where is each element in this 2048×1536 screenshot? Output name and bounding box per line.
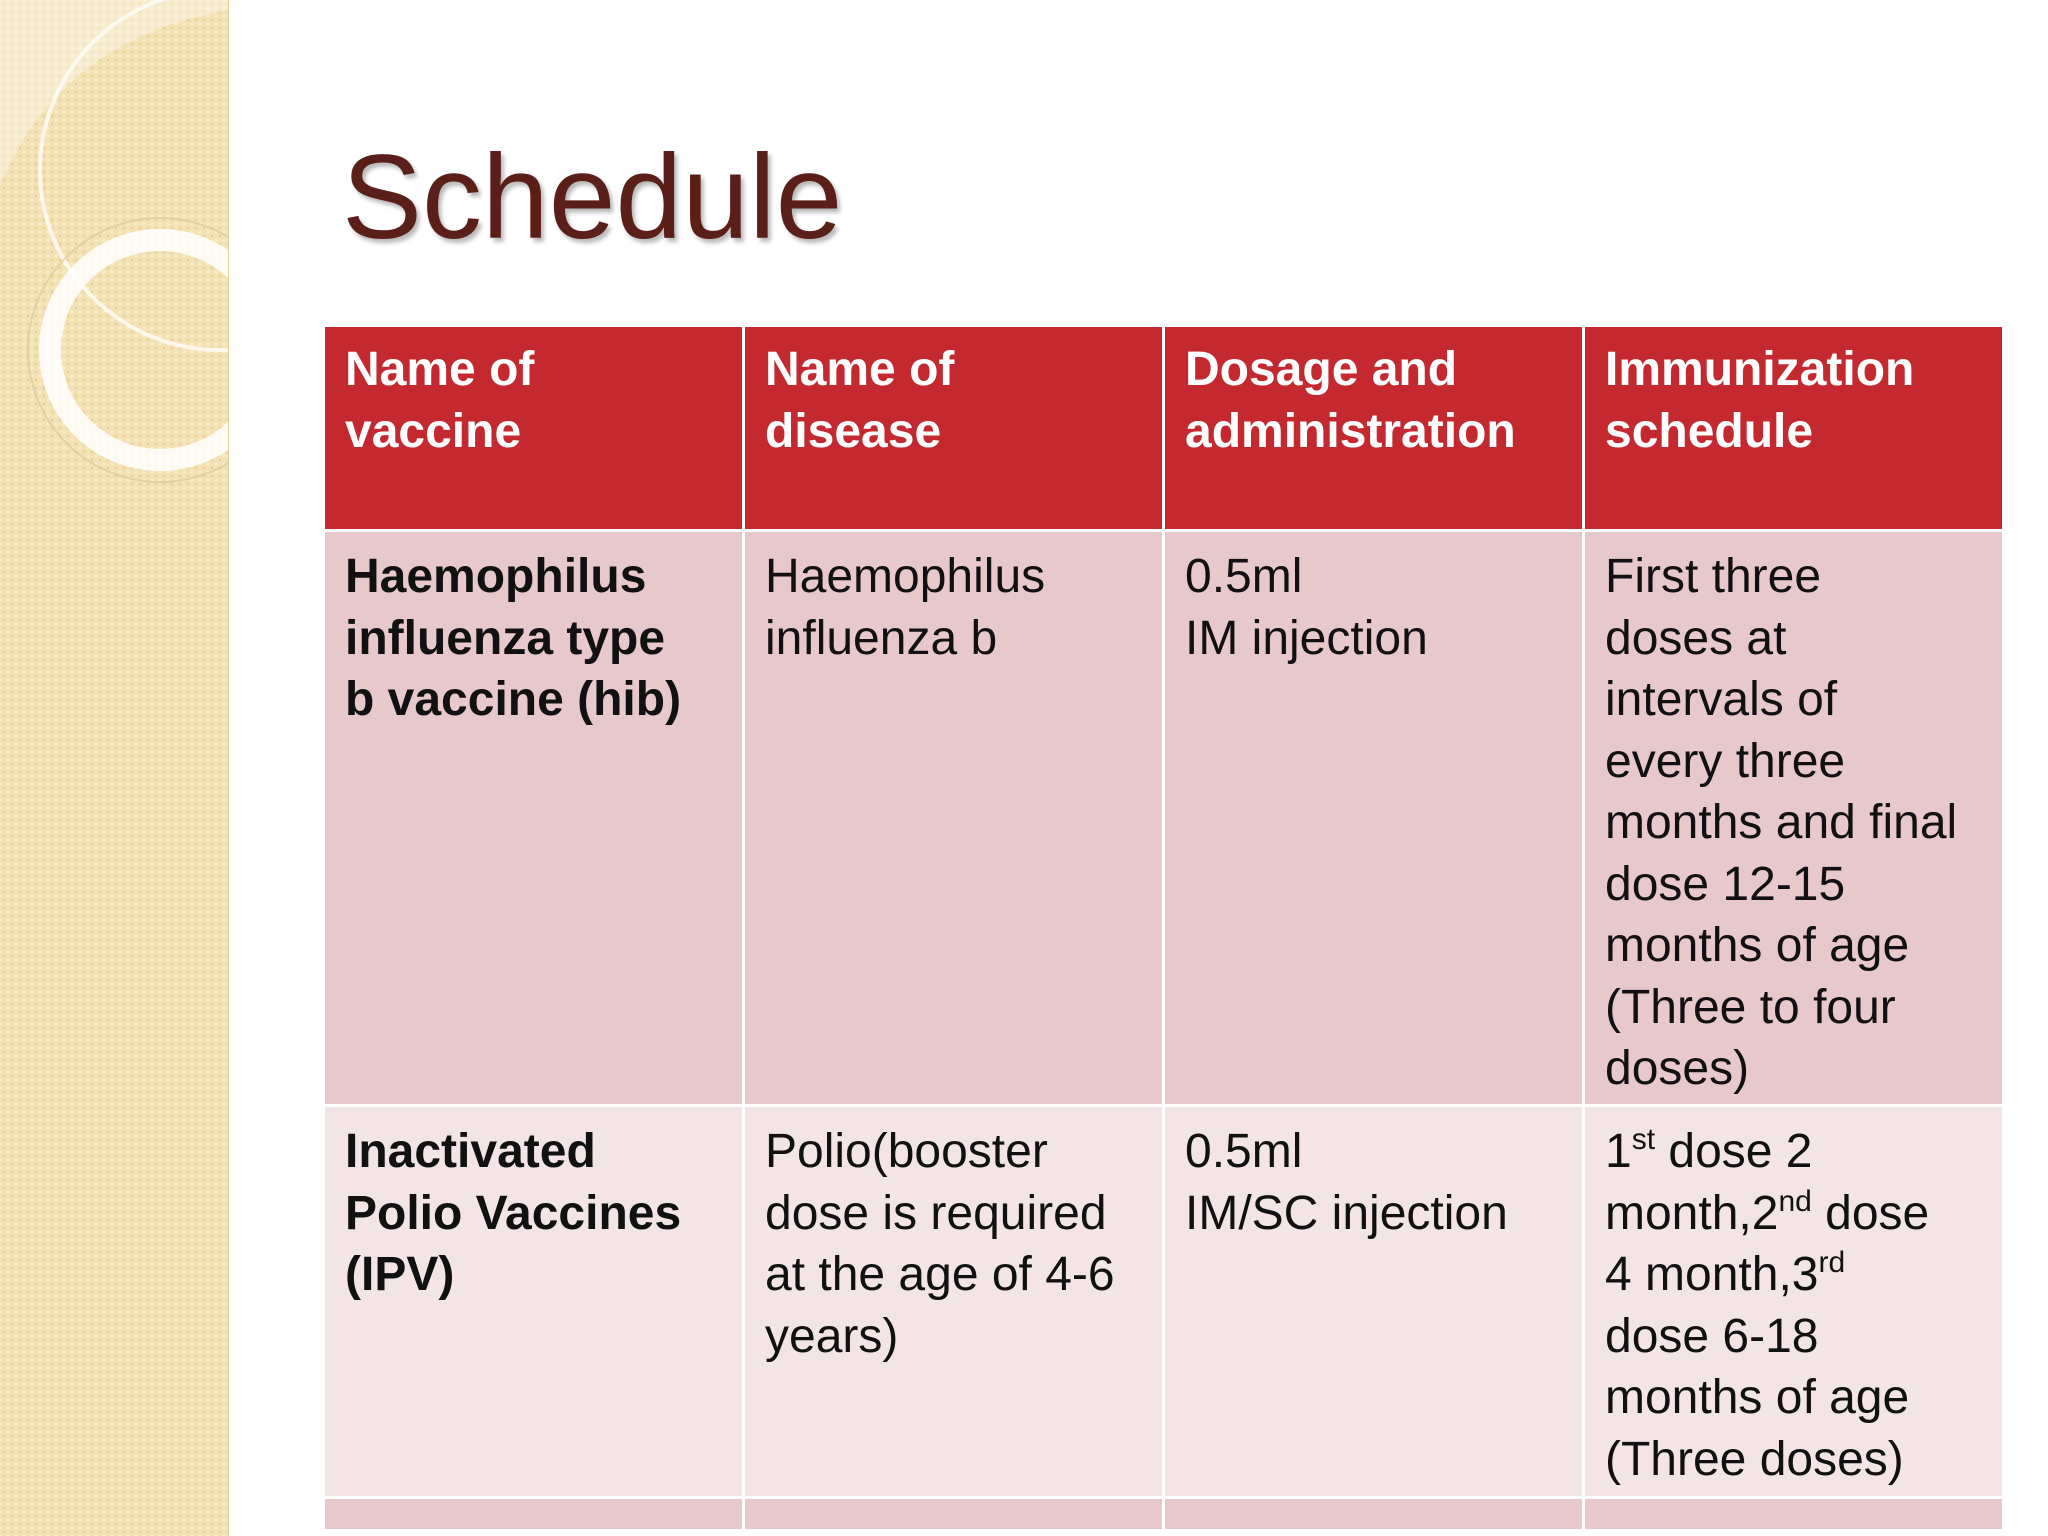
header-dosage-administration: Dosage and administration xyxy=(1164,326,1584,531)
dosage-cell: 0.5ml IM/SC injection xyxy=(1164,1106,1584,1498)
decorative-rings-icon xyxy=(0,0,228,520)
slide-title: Schedule xyxy=(342,130,843,264)
vaccine-name-cell: Inactivated Polio Vaccines (IPV) xyxy=(324,1106,744,1498)
schedule-line-1: 1st dose 2 xyxy=(1605,1123,1813,1178)
empty-cell xyxy=(324,1498,744,1531)
vaccine-schedule-table xyxy=(322,324,2005,1532)
table-header-row xyxy=(324,326,2004,531)
decorative-side-band xyxy=(0,0,229,1536)
table-row xyxy=(324,1106,2004,1498)
vaccine-name-cell: Haemophilus influenza type b vaccine (hib) xyxy=(324,531,744,1106)
empty-cell xyxy=(744,1498,1164,1531)
disease-name-cell: Polio(booster dose is required at the age of 4-6 years) xyxy=(744,1106,1164,1498)
schedule-cell: First three doses at intervals of every three months and final dose 12-15 months of age (Three to four doses) xyxy=(1584,531,2004,1106)
table-row xyxy=(324,531,2004,1106)
empty-cell xyxy=(1164,1498,1584,1531)
header-immunization-schedule: Immunization schedule xyxy=(1584,326,2004,531)
schedule-line-2: month,2nd dose xyxy=(1605,1184,1930,1240)
empty-cell xyxy=(1584,1498,2004,1531)
table-row-partial xyxy=(324,1498,2004,1531)
disease-name-cell: Haemophilus influenza b xyxy=(744,531,1164,1106)
schedule-line-3: 4 month,3rd xyxy=(1605,1246,1846,1301)
dosage-cell: 0.5ml IM injection xyxy=(1164,531,1584,1106)
header-vaccine-name: Name of vaccine xyxy=(324,326,744,531)
header-disease-name: Name of disease xyxy=(744,326,1164,531)
schedule-cell: 1st dose 2 month,2nd dose 4 month,3rd dose 6-18 months of age (Three doses) xyxy=(1584,1106,2004,1498)
